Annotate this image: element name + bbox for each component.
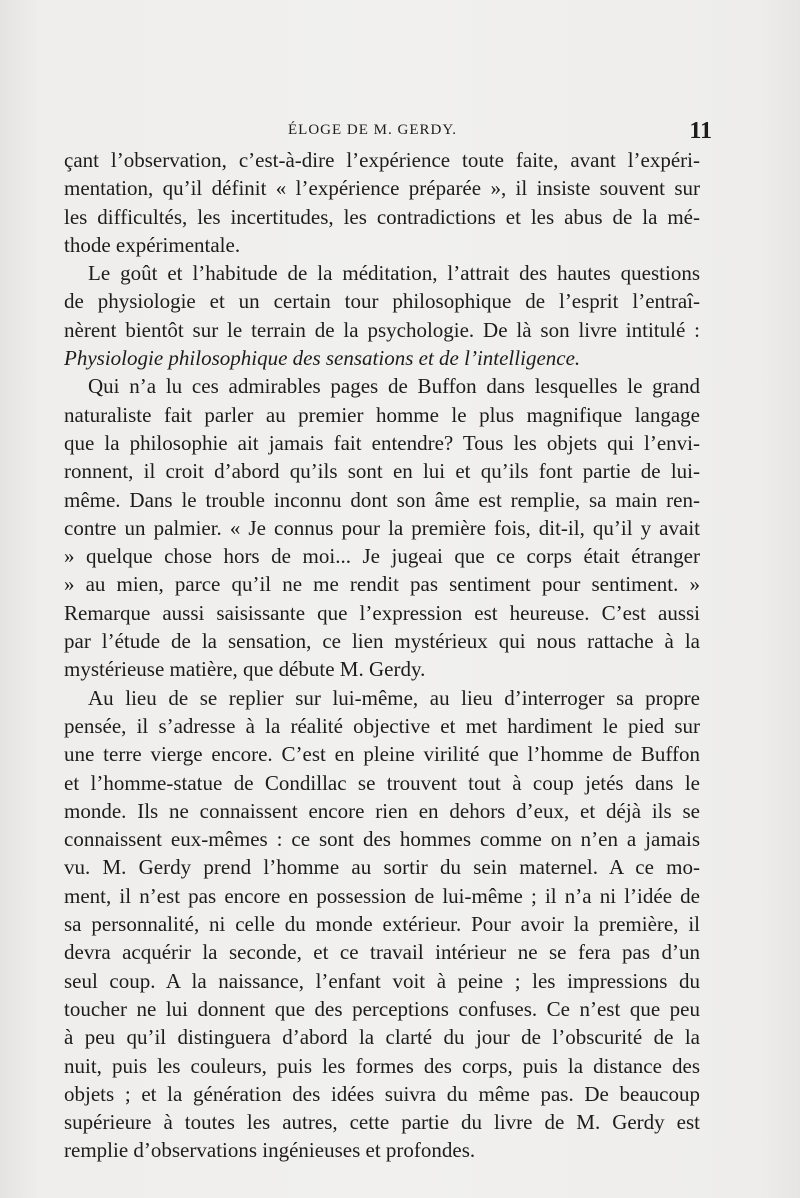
text-line: Qui n’a lu ces admirables pages de Buffon dans lesquelles le grand [88,374,700,399]
text-line: une terre vierge encore. C’est en pleine virilité que l’homme de Buffon [64,742,700,767]
text-line: ment, il n’est pas encore en possession de lui-même ; il n’a ni l’idée de [64,883,700,908]
running-title: ÉLOGE DE M. GERDY. [288,122,457,138]
text-line: mentation, qu’il définit « l’expérience préparée », il insiste souvent sur [64,176,700,201]
text-line: contre un palmier. « Je connus pour la première fois, dit-il, qu’il y avait [64,515,700,540]
text-line: seul coup. A la naissance, l’enfant voit à peine ; les impressions du [64,968,700,993]
text-line: à peu qu’il distinguera d’abord la clarté du jour de l’obscurité de la [64,1025,700,1050]
text-line: çant l’observation, c’est-à-dire l’expérience toute faite, avant l’expéri- [64,148,700,172]
text-line: Le goût et l’habitude de la méditation, l’attrait des hautes questions [88,261,700,286]
text-line: vu. M. Gerdy prend l’homme au sortir du sein maternel. A ce mo- [64,855,700,880]
text-line: » quelque chose hors de moi... Je jugeai que ce corps était étranger [64,544,700,569]
text-line: Au lieu de se replier sur lui-même, au lieu d’interroger sa propre [88,685,700,710]
text-line: que la philosophie ait jamais fait entendre? Tous les objets qui l’envi- [64,430,700,455]
book-title-line: Physiologie philosophique des sensations et de l’intelligence. [64,346,581,371]
text-line: par l’étude de la sensation, ce lien mystérieux qui nous rattache à la [64,629,700,654]
text-line: pensée, il s’adresse à la réalité objective et met hardiment le pied sur [64,713,700,738]
text-line: thode expérimentale. [64,232,241,257]
text-line: et l’homme-statue de Condillac se trouvent tout à coup jetés dans le [64,770,700,795]
text-line: mystérieuse matière, que débute M. Gerdy. [64,657,426,682]
text-line: supérieure à toutes les autres, cette partie du livre de M. Gerdy est [64,1110,700,1135]
text-line: » au mien, parce qu’il ne me rendit pas sentiment pour sentiment. » [64,572,700,597]
text-line: ronnent, il croit d’abord qu’ils sont en lui et qu’ils font partie de lui- [64,459,700,484]
text-line: même. Dans le trouble inconnu dont son âme est remplie, sa main ren- [64,487,700,512]
text-line: toucher ne lui donnent que des perceptions confuses. Ce n’est que peu [64,996,700,1021]
text-line: naturaliste fait parler au premier homme le plus magnifique langage [64,402,700,427]
text-line: sa personnalité, ni celle du monde extérieur. Pour avoir la première, il [64,912,700,937]
text-line: nuit, puis les couleurs, puis les formes des corps, puis la distance des [64,1053,700,1078]
text-line: devra acquérir la seconde, et ce travail intérieur ne se fera pas d’un [64,940,700,965]
text-line: nèrent bientôt sur le terrain de la psychologie. De là son livre intitulé : [64,317,700,342]
page-header [64,118,712,146]
text-line: les difficultés, les incertitudes, les contradictions et les abus de la mé- [64,204,700,229]
text-line: Remarque aussi saisissante que l’expression est heureuse. C’est aussi [64,600,700,625]
text-line: objets ; et la génération des idées suivra du même pas. De beaucoup [64,1081,700,1106]
text-line: monde. Ils ne connaissent encore rien en dehors d’eux, et déjà ils se [64,798,700,823]
body-text [64,146,700,1165]
text-line: de physiologie et un certain tour philosophique de l’esprit l’entraî- [64,289,700,314]
text-line: remplie d’observations ingénieuses et profondes. [64,1138,476,1163]
page-number: 11 [689,118,712,144]
text-line: connaissent eux-mêmes : ce sont des hommes comme on n’en a jamais [64,827,700,852]
